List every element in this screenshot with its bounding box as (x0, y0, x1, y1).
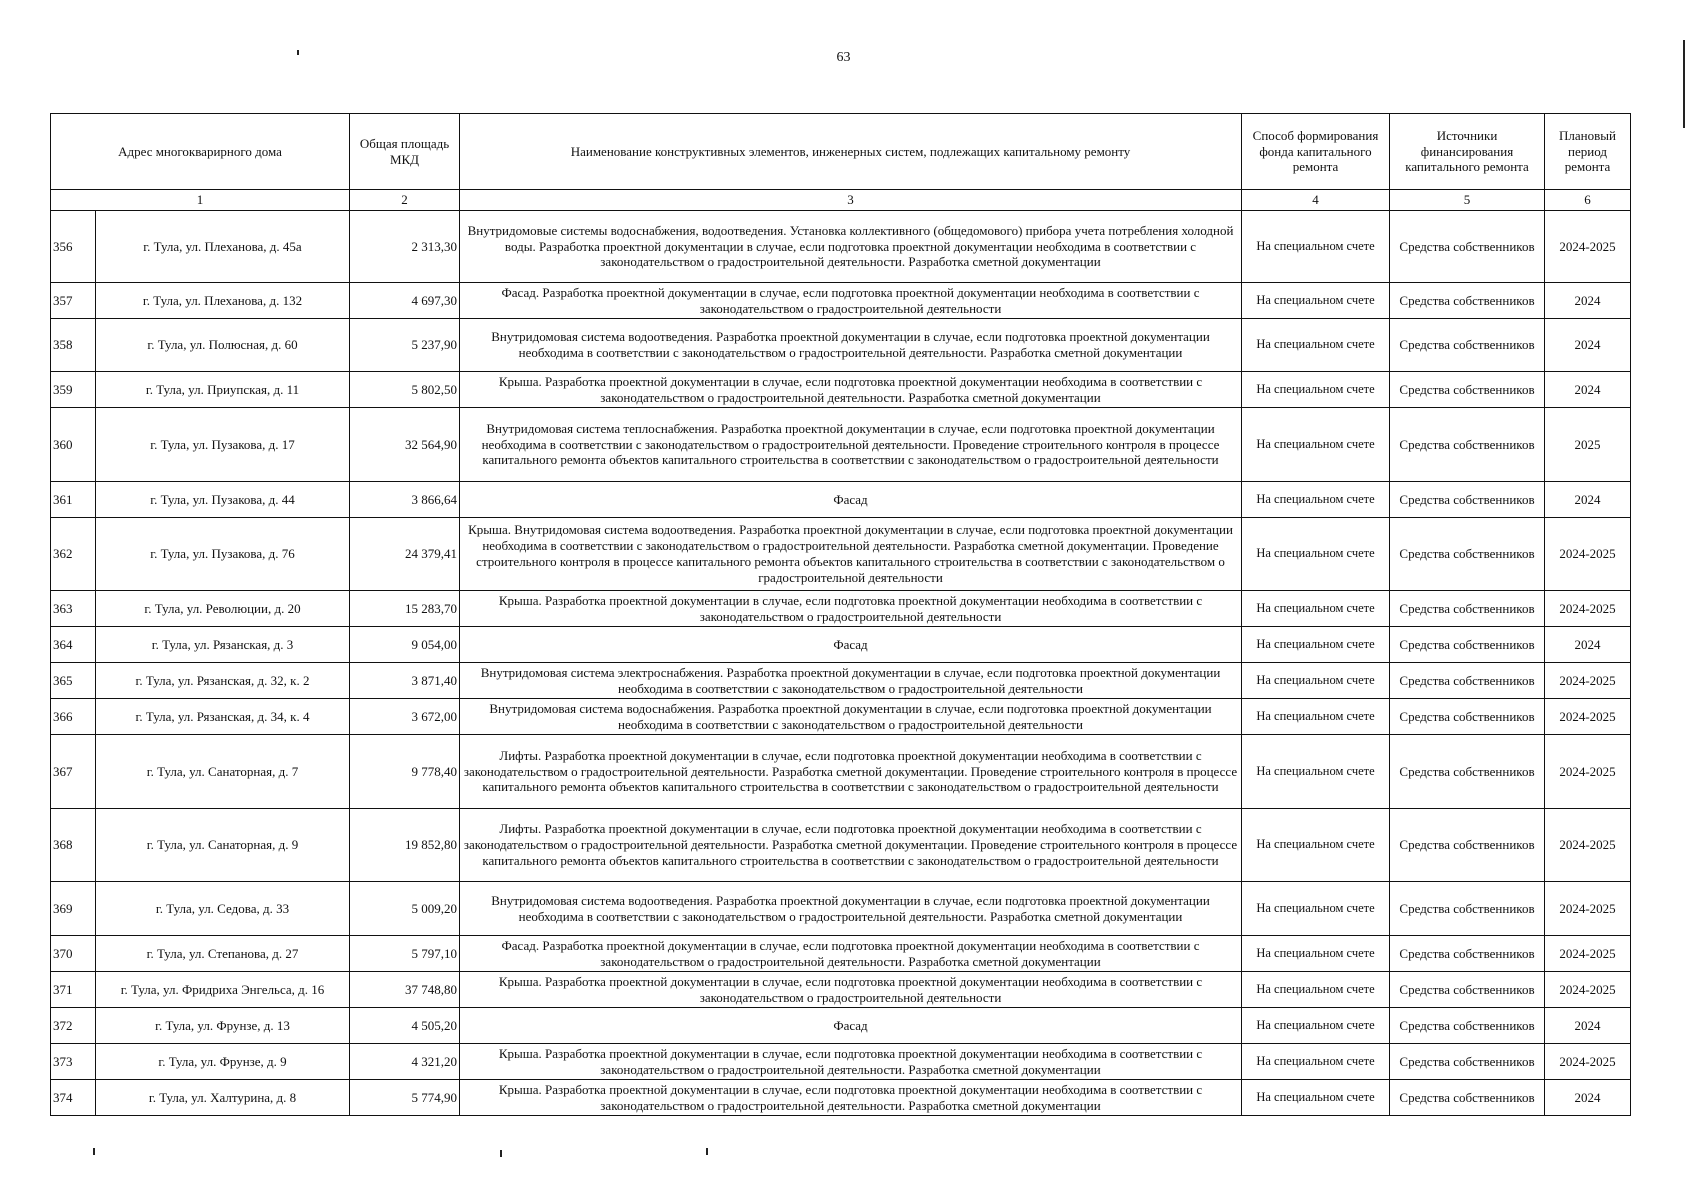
row-number: 363 (51, 591, 96, 627)
total-area: 9 054,00 (350, 627, 460, 663)
repair-elements: Лифты. Разработка проектной документации в случае, если подготовка проектной документации необходима в соответствии с законодательством о градостроительной деятельности. Разработка сметной документации. Проведение строительного контроля в процессе капитального ремонта объектов капитального строительства в соответствии с законодательством о градостроительной деятельности (460, 735, 1242, 809)
table-row (51, 1044, 1631, 1080)
house-address: г. Тула, ул. Санаторная, д. 9 (96, 809, 350, 882)
row-number: 370 (51, 936, 96, 972)
row-number: 357 (51, 283, 96, 319)
total-area: 9 778,40 (350, 735, 460, 809)
fund-method: На специальном счете (1242, 699, 1390, 735)
repair-elements: Внутридомовая система водоснабжения. Разработка проектной документации в случае, если подготовка проектной документации необходима в соответствии с законодательством о градостроительной деятельности (460, 699, 1242, 735)
row-number: 373 (51, 1044, 96, 1080)
repair-period: 2024-2025 (1545, 1044, 1631, 1080)
total-area: 3 866,64 (350, 482, 460, 518)
financing-source: Средства собственников (1390, 211, 1545, 283)
total-area: 15 283,70 (350, 591, 460, 627)
total-area: 5 802,50 (350, 372, 460, 408)
total-area: 32 564,90 (350, 408, 460, 482)
total-area: 5 774,90 (350, 1080, 460, 1116)
financing-source: Средства собственников (1390, 372, 1545, 408)
row-number: 374 (51, 1080, 96, 1116)
repair-period: 2024 (1545, 1008, 1631, 1044)
house-address: г. Тула, ул. Фрунзе, д. 13 (96, 1008, 350, 1044)
row-number: 360 (51, 408, 96, 482)
table-row (51, 936, 1631, 972)
repair-elements: Крыша. Разработка проектной документации в случае, если подготовка проектной документации необходима в соответствии с законодательством о градостроительной деятельности. Разработка сметной документации (460, 1044, 1242, 1080)
repair-period: 2024-2025 (1545, 518, 1631, 591)
table-row (51, 1008, 1631, 1044)
row-number: 361 (51, 482, 96, 518)
total-area: 24 379,41 (350, 518, 460, 591)
financing-source: Средства собственников (1390, 408, 1545, 482)
fund-method: На специальном счете (1242, 319, 1390, 372)
column-number-row (51, 190, 1631, 211)
repair-elements: Внутридомовая система водоотведения. Разработка проектной документации в случае, если подготовка проектной документации необходима в соответствии с законодательством о градостроительной деятельности. Разработка сметной документации (460, 319, 1242, 372)
column-number: 1 (51, 190, 350, 211)
total-area: 5 237,90 (350, 319, 460, 372)
row-number: 356 (51, 211, 96, 283)
table-row (51, 627, 1631, 663)
row-number: 369 (51, 882, 96, 936)
column-number: 4 (1242, 190, 1390, 211)
table-row (51, 591, 1631, 627)
repair-elements: Крыша. Разработка проектной документации в случае, если подготовка проектной документации необходима в соответствии с законодательством о градостроительной деятельности (460, 972, 1242, 1008)
table-row (51, 882, 1631, 936)
financing-source: Средства собственников (1390, 283, 1545, 319)
house-address: г. Тула, ул. Степанова, д. 27 (96, 936, 350, 972)
scan-mark (93, 1148, 95, 1155)
repair-period: 2024 (1545, 319, 1631, 372)
row-number: 365 (51, 663, 96, 699)
table-row (51, 972, 1631, 1008)
repair-period: 2024-2025 (1545, 882, 1631, 936)
financing-source: Средства собственников (1390, 1080, 1545, 1116)
repair-period: 2024-2025 (1545, 591, 1631, 627)
house-address: г. Тула, ул. Плеханова, д. 45а (96, 211, 350, 283)
header-sources: Источники финансирования капитального ремонта (1390, 114, 1545, 190)
row-number: 359 (51, 372, 96, 408)
row-number: 372 (51, 1008, 96, 1044)
table-row (51, 372, 1631, 408)
house-address: г. Тула, ул. Санаторная, д. 7 (96, 735, 350, 809)
repair-elements: Крыша. Разработка проектной документации в случае, если подготовка проектной документации необходима в соответствии с законодательством о градостроительной деятельности. Разработка сметной документации (460, 372, 1242, 408)
house-address: г. Тула, ул. Революции, д. 20 (96, 591, 350, 627)
fund-method: На специальном счете (1242, 372, 1390, 408)
financing-source: Средства собственников (1390, 518, 1545, 591)
financing-source: Средства собственников (1390, 1044, 1545, 1080)
repair-period: 2024-2025 (1545, 699, 1631, 735)
house-address: г. Тула, ул. Рязанская, д. 3 (96, 627, 350, 663)
column-number: 2 (350, 190, 460, 211)
repair-period: 2024-2025 (1545, 972, 1631, 1008)
total-area: 4 697,30 (350, 283, 460, 319)
table-body (51, 211, 1631, 1116)
total-area: 19 852,80 (350, 809, 460, 882)
table-row (51, 283, 1631, 319)
financing-source: Средства собственников (1390, 972, 1545, 1008)
house-address: г. Тула, ул. Приупская, д. 11 (96, 372, 350, 408)
fund-method: На специальном счете (1242, 518, 1390, 591)
column-number: 6 (1545, 190, 1631, 211)
fund-method: На специальном счете (1242, 211, 1390, 283)
house-address: г. Тула, ул. Пузакова, д. 76 (96, 518, 350, 591)
repair-elements: Фасад. Разработка проектной документации в случае, если подготовка проектной документации необходима в соответствии с законодательством о градостроительной деятельности. Разработка сметной документации (460, 936, 1242, 972)
repair-period: 2024-2025 (1545, 663, 1631, 699)
fund-method: На специальном счете (1242, 408, 1390, 482)
header-period: Плановый период ремонта (1545, 114, 1631, 190)
fund-method: На специальном счете (1242, 482, 1390, 518)
fund-method: На специальном счете (1242, 283, 1390, 319)
header-address: Адрес многокварирного дома (51, 114, 350, 190)
repair-period: 2024 (1545, 1080, 1631, 1116)
table-row (51, 663, 1631, 699)
header-row (51, 114, 1631, 190)
repair-elements: Внутридомовая система теплоснабжения. Разработка проектной документации в случае, если подготовка проектной документации необходима в соответствии с законодательством о градостроительной деятельности. Проведение строительного контроля в процессе капитального ремонта объектов капитального строительства в соответствии с законодательством о градостроительной деятельности (460, 408, 1242, 482)
header-area: Общая площадь МКД (350, 114, 460, 190)
total-area: 4 505,20 (350, 1008, 460, 1044)
scan-mark (297, 50, 299, 55)
repair-elements: Внутридомовые системы водоснабжения, водоотведения. Установка коллективного (общедомового) прибора учета потребления холодной воды. Разработка проектной документации в случае, если подготовка проектной документации необходима в соответствии с законодательством о градостроительной деятельности. Разработка сметной документации (460, 211, 1242, 283)
header-elements: Наименование конструктивных элементов, инженерных систем, подлежащих капитальному ремонту (460, 114, 1242, 190)
financing-source: Средства собственников (1390, 809, 1545, 882)
financing-source: Средства собственников (1390, 735, 1545, 809)
table-row (51, 735, 1631, 809)
fund-method: На специальном счете (1242, 1008, 1390, 1044)
fund-method: На специальном счете (1242, 1044, 1390, 1080)
house-address: г. Тула, ул. Фридриха Энгельса, д. 16 (96, 972, 350, 1008)
total-area: 2 313,30 (350, 211, 460, 283)
total-area: 5 797,10 (350, 936, 460, 972)
house-address: г. Тула, ул. Халтурина, д. 8 (96, 1080, 350, 1116)
scan-mark (500, 1150, 502, 1157)
total-area: 5 009,20 (350, 882, 460, 936)
margin-line (1683, 40, 1685, 128)
fund-method: На специальном счете (1242, 627, 1390, 663)
repair-elements: Фасад (460, 627, 1242, 663)
financing-source: Средства собственников (1390, 482, 1545, 518)
repair-period: 2024 (1545, 283, 1631, 319)
column-number: 5 (1390, 190, 1545, 211)
table-row (51, 1080, 1631, 1116)
scan-mark (706, 1148, 708, 1155)
repair-elements: Крыша. Разработка проектной документации в случае, если подготовка проектной документации необходима в соответствии с законодательством о градостроительной деятельности (460, 591, 1242, 627)
house-address: г. Тула, ул. Плеханова, д. 132 (96, 283, 350, 319)
repair-elements: Фасад (460, 482, 1242, 518)
repair-elements: Крыша. Разработка проектной документации в случае, если подготовка проектной документации необходима в соответствии с законодательством о градостроительной деятельности. Разработка сметной документации (460, 1080, 1242, 1116)
repair-period: 2024 (1545, 482, 1631, 518)
fund-method: На специальном счете (1242, 936, 1390, 972)
repair-program-table (50, 113, 1631, 1116)
table-row (51, 319, 1631, 372)
repair-elements: Внутридомовая система водоотведения. Разработка проектной документации в случае, если подготовка проектной документации необходима в соответствии с законодательством о градостроительной деятельности. Разработка сметной документации (460, 882, 1242, 936)
repair-elements: Лифты. Разработка проектной документации в случае, если подготовка проектной документации необходима в соответствии с законодательством о градостроительной деятельности. Разработка сметной документации. Проведение строительного контроля в процессе капитального ремонта объектов капитального строительства в соответствии с законодательством о градостроительной деятельности (460, 809, 1242, 882)
repair-period: 2024-2025 (1545, 211, 1631, 283)
house-address: г. Тула, ул. Рязанская, д. 34, к. 4 (96, 699, 350, 735)
financing-source: Средства собственников (1390, 1008, 1545, 1044)
financing-source: Средства собственников (1390, 591, 1545, 627)
repair-period: 2024-2025 (1545, 735, 1631, 809)
financing-source: Средства собственников (1390, 319, 1545, 372)
house-address: г. Тула, ул. Седова, д. 33 (96, 882, 350, 936)
financing-source: Средства собственников (1390, 699, 1545, 735)
financing-source: Средства собственников (1390, 663, 1545, 699)
repair-elements: Фасад. Разработка проектной документации в случае, если подготовка проектной документации необходима в соответствии с законодательством о градостроительной деятельности (460, 283, 1242, 319)
house-address: г. Тула, ул. Пузакова, д. 44 (96, 482, 350, 518)
financing-source: Средства собственников (1390, 936, 1545, 972)
repair-elements: Внутридомовая система электроснабжения. Разработка проектной документации в случае, если подготовка проектной документации необходима в соответствии с законодательством о градостроительной деятельности (460, 663, 1242, 699)
row-number: 368 (51, 809, 96, 882)
row-number: 358 (51, 319, 96, 372)
column-number: 3 (460, 190, 1242, 211)
repair-period: 2024-2025 (1545, 809, 1631, 882)
fund-method: На специальном счете (1242, 809, 1390, 882)
total-area: 3 871,40 (350, 663, 460, 699)
total-area: 37 748,80 (350, 972, 460, 1008)
table-row (51, 699, 1631, 735)
financing-source: Средства собственников (1390, 627, 1545, 663)
house-address: г. Тула, ул. Пузакова, д. 17 (96, 408, 350, 482)
fund-method: На специальном счете (1242, 972, 1390, 1008)
page-number: 63 (836, 50, 851, 65)
house-address: г. Тула, ул. Полюсная, д. 60 (96, 319, 350, 372)
row-number: 364 (51, 627, 96, 663)
table-row (51, 809, 1631, 882)
fund-method: На специальном счете (1242, 1080, 1390, 1116)
fund-method: На специальном счете (1242, 735, 1390, 809)
table-row (51, 408, 1631, 482)
repair-period: 2024-2025 (1545, 936, 1631, 972)
repair-elements: Крыша. Внутридомовая система водоотведения. Разработка проектной документации в случае, если подготовка проектной документации необходима в соответствии с законодательством о градостроительной деятельности. Разработка сметной документации. Проведение строительного контроля в процессе капитального ремонта объектов капитального строительства в соответствии с законодательством о градостроительной деятельности (460, 518, 1242, 591)
row-number: 366 (51, 699, 96, 735)
repair-period: 2025 (1545, 408, 1631, 482)
repair-elements: Фасад (460, 1008, 1242, 1044)
fund-method: На специальном счете (1242, 591, 1390, 627)
table-row (51, 211, 1631, 283)
header-method: Способ формирования фонда капитального ремонта (1242, 114, 1390, 190)
row-number: 367 (51, 735, 96, 809)
house-address: г. Тула, ул. Фрунзе, д. 9 (96, 1044, 350, 1080)
financing-source: Средства собственников (1390, 882, 1545, 936)
house-address: г. Тула, ул. Рязанская, д. 32, к. 2 (96, 663, 350, 699)
row-number: 371 (51, 972, 96, 1008)
table-row (51, 482, 1631, 518)
fund-method: На специальном счете (1242, 882, 1390, 936)
row-number: 362 (51, 518, 96, 591)
table-row (51, 518, 1631, 591)
total-area: 4 321,20 (350, 1044, 460, 1080)
fund-method: На специальном счете (1242, 663, 1390, 699)
repair-period: 2024 (1545, 627, 1631, 663)
total-area: 3 672,00 (350, 699, 460, 735)
repair-period: 2024 (1545, 372, 1631, 408)
